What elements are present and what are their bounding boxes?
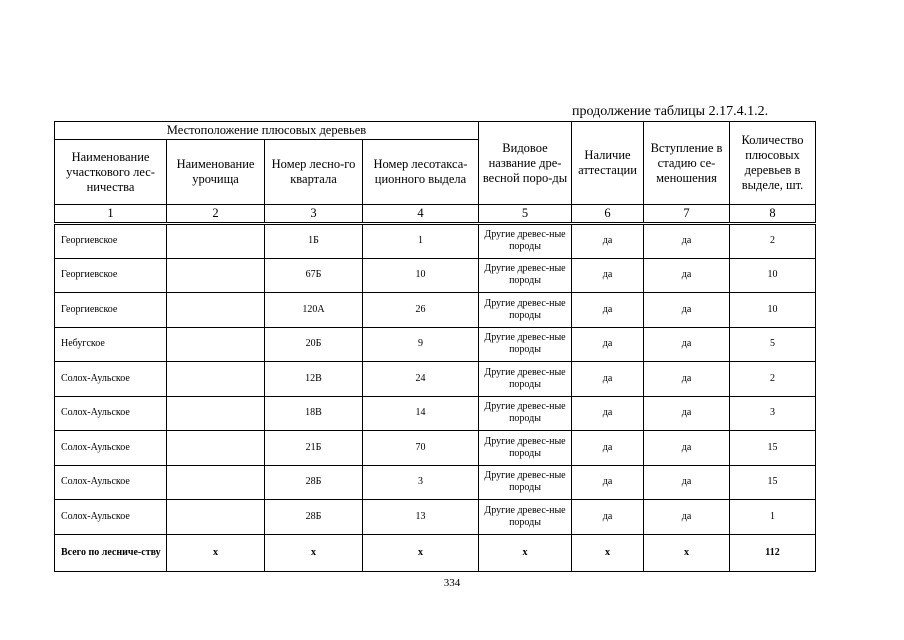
header-tract: Наименование урочища bbox=[167, 140, 265, 205]
total-cell: х bbox=[572, 534, 644, 571]
table-row bbox=[55, 224, 816, 259]
cell-allotment: 24 bbox=[363, 362, 479, 397]
cell-count: 10 bbox=[730, 293, 816, 328]
page-number: 334 bbox=[443, 577, 461, 589]
cell-certification: да bbox=[572, 293, 644, 328]
header-row-group bbox=[55, 122, 816, 140]
cell-forestry: Георгиевское bbox=[55, 224, 167, 259]
cell-allotment: 14 bbox=[363, 396, 479, 431]
cell-forestry: Солох-Аульское bbox=[55, 431, 167, 466]
cell-certification: да bbox=[572, 500, 644, 535]
column-number: 8 bbox=[730, 205, 816, 224]
header-species: Видовое название дре-весной поро-ды bbox=[479, 122, 572, 205]
cell-count: 1 bbox=[730, 500, 816, 535]
header-tree-count: Количество плюсовых деревьев в выделе, шт. bbox=[730, 122, 816, 205]
cell-quarter: 67Б bbox=[265, 258, 363, 293]
table-row bbox=[55, 500, 816, 535]
table-row bbox=[55, 327, 816, 362]
cell-quarter: 1Б bbox=[265, 224, 363, 259]
cell-species: Другие древес-ные породы bbox=[479, 362, 572, 397]
cell-allotment: 9 bbox=[363, 327, 479, 362]
header-quarter: Номер лесно-го квартала bbox=[265, 140, 363, 205]
cell-species: Другие древес-ные породы bbox=[479, 396, 572, 431]
cell-count: 15 bbox=[730, 465, 816, 500]
cell-count: 3 bbox=[730, 396, 816, 431]
total-cell: х bbox=[479, 534, 572, 571]
cell-forestry: Солох-Аульское bbox=[55, 362, 167, 397]
table-caption: продолжение таблицы 2.17.4.1.2. bbox=[572, 104, 769, 119]
cell-species: Другие древес-ные породы bbox=[479, 500, 572, 535]
total-cell: х bbox=[363, 534, 479, 571]
cell-quarter: 20Б bbox=[265, 327, 363, 362]
cell-count: 2 bbox=[730, 362, 816, 397]
cell-seeding: да bbox=[644, 396, 730, 431]
cell-forestry: Солох-Аульское bbox=[55, 500, 167, 535]
cell-certification: да bbox=[572, 362, 644, 397]
column-number: 4 bbox=[363, 205, 479, 224]
cell-tract bbox=[167, 431, 265, 466]
cell-quarter: 12В bbox=[265, 362, 363, 397]
cell-allotment: 70 bbox=[363, 431, 479, 466]
column-number: 2 bbox=[167, 205, 265, 224]
header-forestry: Наименование участкового лес-ничества bbox=[55, 140, 167, 205]
cell-allotment: 13 bbox=[363, 500, 479, 535]
cell-seeding: да bbox=[644, 327, 730, 362]
cell-forestry: Солох-Аульское bbox=[55, 396, 167, 431]
table-row bbox=[55, 293, 816, 328]
column-number: 6 bbox=[572, 205, 644, 224]
cell-count: 2 bbox=[730, 224, 816, 259]
cell-count: 15 bbox=[730, 431, 816, 466]
cell-seeding: да bbox=[644, 293, 730, 328]
cell-quarter: 28Б bbox=[265, 500, 363, 535]
cell-species: Другие древес-ные породы bbox=[479, 293, 572, 328]
cell-allotment: 1 bbox=[363, 224, 479, 259]
column-number: 5 bbox=[479, 205, 572, 224]
cell-tract bbox=[167, 258, 265, 293]
total-label: Всего по лесниче-ству bbox=[55, 534, 167, 571]
cell-seeding: да bbox=[644, 362, 730, 397]
header-certification: Наличие аттестации bbox=[572, 122, 644, 205]
cell-count: 5 bbox=[730, 327, 816, 362]
cell-forestry: Георгиевское bbox=[55, 293, 167, 328]
cell-tract bbox=[167, 465, 265, 500]
cell-quarter: 28Б bbox=[265, 465, 363, 500]
cell-quarter: 18В bbox=[265, 396, 363, 431]
cell-tract bbox=[167, 224, 265, 259]
cell-forestry: Солох-Аульское bbox=[55, 465, 167, 500]
cell-species: Другие древес-ные породы bbox=[479, 465, 572, 500]
cell-seeding: да bbox=[644, 500, 730, 535]
cell-species: Другие древес-ные породы bbox=[479, 224, 572, 259]
table-row bbox=[55, 465, 816, 500]
total-count: 112 bbox=[730, 534, 816, 571]
cell-tract bbox=[167, 500, 265, 535]
total-cell: х bbox=[644, 534, 730, 571]
cell-quarter: 21Б bbox=[265, 431, 363, 466]
cell-species: Другие древес-ные породы bbox=[479, 431, 572, 466]
header-allotment: Номер лесотакса-ционного выдела bbox=[363, 140, 479, 205]
column-number-row bbox=[55, 205, 816, 224]
header-seeding-stage: Вступление в стадию се-меношения bbox=[644, 122, 730, 205]
table-row bbox=[55, 396, 816, 431]
group-header-location: Местоположение плюсовых деревьев bbox=[55, 122, 479, 140]
cell-allotment: 10 bbox=[363, 258, 479, 293]
cell-certification: да bbox=[572, 224, 644, 259]
plus-trees-table bbox=[54, 121, 816, 572]
cell-species: Другие древес-ные породы bbox=[479, 258, 572, 293]
column-number: 1 bbox=[55, 205, 167, 224]
cell-tract bbox=[167, 396, 265, 431]
cell-seeding: да bbox=[644, 465, 730, 500]
cell-seeding: да bbox=[644, 258, 730, 293]
cell-species: Другие древес-ные породы bbox=[479, 327, 572, 362]
total-cell: х bbox=[167, 534, 265, 571]
table-row bbox=[55, 258, 816, 293]
cell-certification: да bbox=[572, 431, 644, 466]
column-number: 7 bbox=[644, 205, 730, 224]
cell-allotment: 3 bbox=[363, 465, 479, 500]
cell-forestry: Небугское bbox=[55, 327, 167, 362]
cell-quarter: 120А bbox=[265, 293, 363, 328]
cell-certification: да bbox=[572, 396, 644, 431]
cell-certification: да bbox=[572, 327, 644, 362]
total-row bbox=[55, 534, 816, 571]
table-row bbox=[55, 362, 816, 397]
cell-forestry: Георгиевское bbox=[55, 258, 167, 293]
cell-certification: да bbox=[572, 258, 644, 293]
cell-tract bbox=[167, 293, 265, 328]
cell-seeding: да bbox=[644, 431, 730, 466]
cell-tract bbox=[167, 362, 265, 397]
cell-seeding: да bbox=[644, 224, 730, 259]
cell-certification: да bbox=[572, 465, 644, 500]
column-number: 3 bbox=[265, 205, 363, 224]
cell-allotment: 26 bbox=[363, 293, 479, 328]
table-row bbox=[55, 431, 816, 466]
total-cell: х bbox=[265, 534, 363, 571]
cell-tract bbox=[167, 327, 265, 362]
cell-count: 10 bbox=[730, 258, 816, 293]
